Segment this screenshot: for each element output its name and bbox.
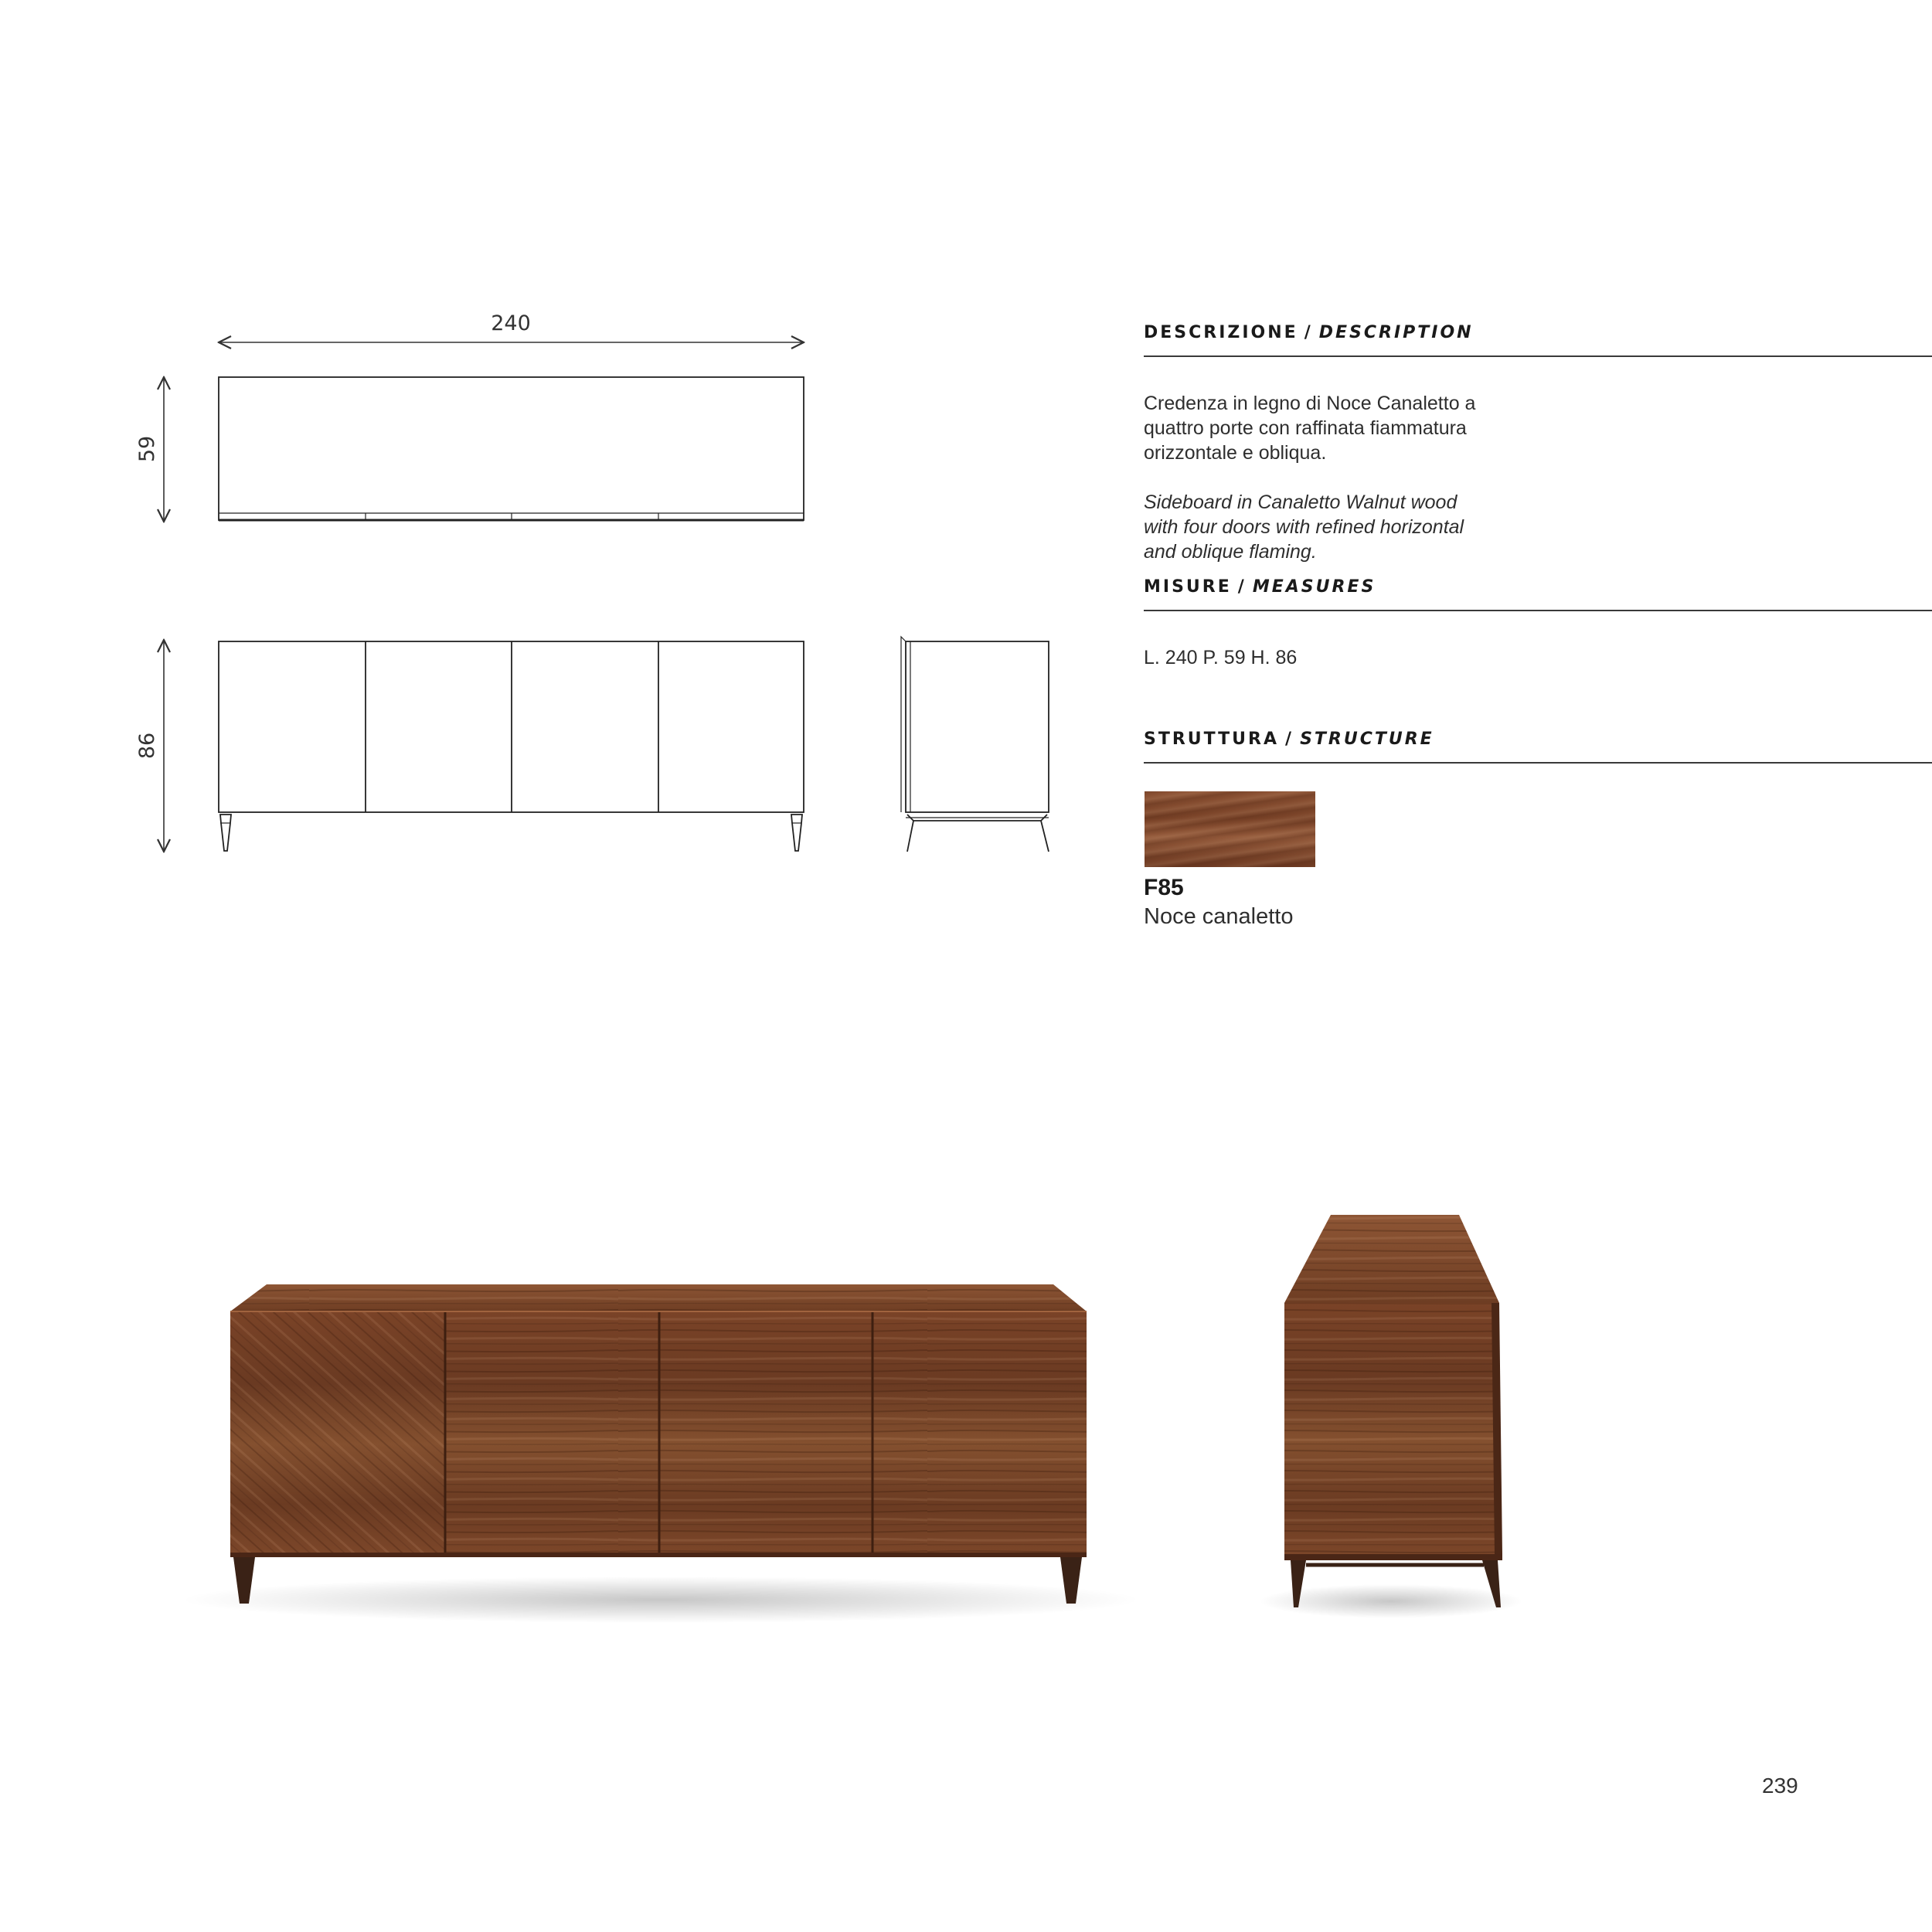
description-en-line-3: and oblique flaming. (1144, 541, 1317, 563)
depth-dimension-label: 59 (135, 435, 159, 463)
structure-heading-it: STRUTTURA (1144, 730, 1280, 749)
measures-heading-en: MEASURES (1252, 577, 1376, 597)
finish-code: F85 (1144, 875, 1184, 900)
heading-separator: / (1285, 730, 1294, 749)
description-it-line-2: quattro porte con raffinata fiammatura (1144, 417, 1467, 439)
height-dimension-label: 86 (135, 732, 159, 760)
heading-separator: / (1304, 323, 1313, 342)
page-number: 239 (1762, 1774, 1798, 1798)
heading-separator: / (1237, 577, 1247, 597)
description-en-line-2: with four doors with refined horizontal (1144, 516, 1464, 538)
description-it-line-1: Credenza in legno di Noce Canaletto a (1144, 393, 1476, 414)
sideboard-front-photo (182, 1284, 1140, 1623)
structure-heading-en: STRUCTURE (1300, 730, 1434, 749)
measures-heading-it: MISURE (1144, 577, 1232, 597)
description-en-line-1: Sideboard in Canaletto Walnut wood (1144, 492, 1458, 513)
measures-value: L. 240 P. 59 H. 86 (1144, 647, 1298, 668)
description-heading-en: DESCRIPTION (1318, 323, 1474, 342)
description-it-line-3: orizzontale e obliqua. (1144, 442, 1327, 464)
finish-name: Noce canaletto (1144, 904, 1294, 929)
sideboard-side-photo (1260, 1215, 1522, 1618)
width-dimension-label: 240 (491, 311, 531, 335)
description-heading-it: DESCRIZIONE (1144, 323, 1298, 342)
